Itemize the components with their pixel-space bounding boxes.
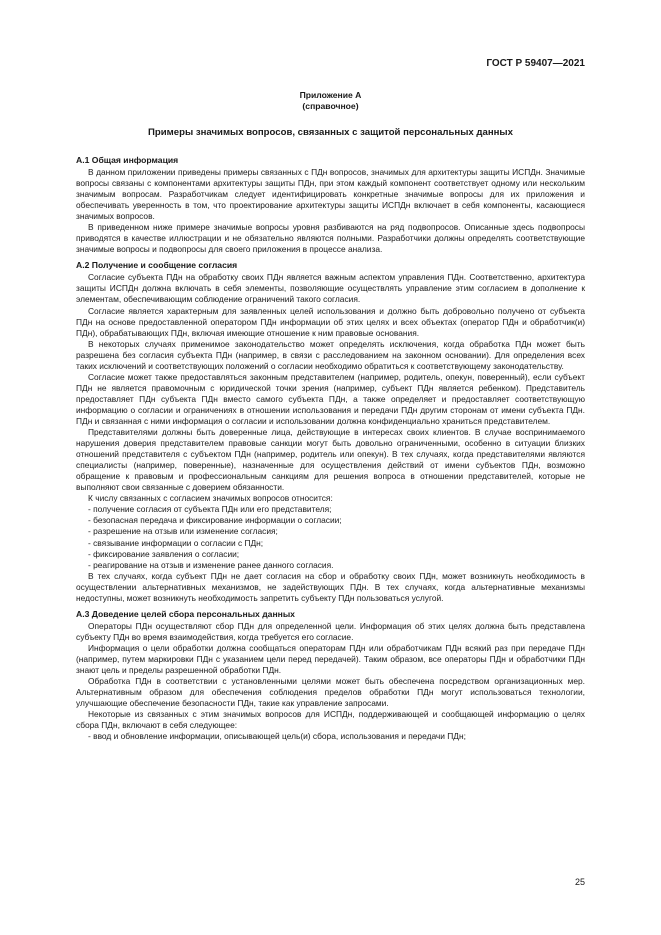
page-number: 25	[574, 877, 585, 887]
section	[76, 155, 585, 255]
standard-number: ГОСТ Р 59407—2021	[486, 58, 585, 69]
list-item: - реагирование на отзыв и изменение ранее данного согласия.	[88, 559, 334, 570]
bullet-list	[76, 731, 585, 742]
list-item: - связывание информации о согласии с ПДн;	[88, 537, 264, 548]
section-heading: А.1 Общая информация	[76, 155, 179, 165]
paragraph: Представителями должны быть доверенные лица, действующие в интересах своих клиентов. В случае воспринимаемого нарушения доверия представителем правовые санкции могут быть довольно ограниченными, особенно в ситуации близких отношений представителя с субъектом ПДн (например, родитель или опекун). В тех случаях, когда представителями являются специалисты (например, поверенные), назначенные для осуществления действий от имени субъектов ПДн, возможно обращение к правовым и профессиональным санкциям для решения вопроса в отношении представителей, которые не выполняют свои связанные с доверием обязанности.	[76, 427, 585, 493]
paragraph: В приведенном ниже примере значимые вопросы уровня разбиваются на ряд подвопросов. Описанные здесь подвопросы приводятся в качестве иллюстрации и не обязательно являются полными. Разработчики должны определять соответствующие значимые вопросы и подвопросы для своего приложения в процессе анализа.	[76, 222, 585, 255]
list-item: - безопасная передача и фиксирование информации о согласии;	[88, 515, 342, 526]
paragraph: Некоторые из связанных с этим значимых вопросов для ИСПДн, поддерживающей и сообщающей информацию о целях сбора ПДн, включают в себя следующее:	[76, 709, 585, 731]
appendix-title: Приложение А	[299, 90, 362, 100]
paragraph: Согласие субъекта ПДн на обработку своих ПДн является важным аспектом управления ПДн. Соответственно, архитектура защиты ИСПДн должна включать в себя элементы, позволяющие осуществлять управление этим согласием в дополнение к элементам, обеспечивающим соблюдение ограничений такого согласия.	[76, 272, 585, 305]
paragraph: Информация о цели обработки должна сообщаться операторам ПДн или обработчикам ПДн всякий раз при передаче ПДн (например, путем маркировки ПДн с указанием цели перед передачей). Таким образом, все операторы ПДн и обработчики ПДн знают цель и пределы разрешенной обработки ПДн.	[76, 642, 585, 675]
section-heading: А.2 Получение и сообщение согласия	[76, 260, 238, 271]
list-item: - фиксирование заявления о согласии;	[88, 548, 240, 559]
document-title: Примеры значимых вопросов, связанных с защитой персональных данных	[148, 127, 513, 138]
paragraph: Обработка ПДн в соответствии с установленными целями может быть обеспечена посредством организационных мер. Альтернативным образом для обеспечения соблюдения пределов обработки ПДн могут использоваться технологии, улучшающие обеспечение безопасности ПДн, такие как управление запросами.	[76, 676, 585, 709]
paragraph: В тех случаях, когда субъект ПДн не дает согласия на сбор и обработку своих ПДн, может возникнуть необходимость в осуществлении альтернативных механизмов, не задействующих ПДн. В тех случаях, когда альтернативные механизмы недоступны, может возникнуть необходимость запретить субъекту ПДн пользоваться услугой.	[76, 570, 585, 603]
list-item: - разрешение на отзыв или изменение согласия;	[88, 526, 278, 537]
paragraph: К числу связанных с согласием значимых вопросов относится:	[88, 493, 333, 504]
section-heading: А.3 Доведение целей сбора персональных данных	[76, 608, 295, 619]
section	[76, 609, 585, 743]
paragraph: В данном приложении приведены примеры связанных с ПДн вопросов, значимых для архитектуры защиты ИСПДн. Значимые вопросы связаны с компонентами архитектуры защиты ПДн, при этом каждый компонент соответствует одному или нескольким значимым вопросам. Разработчикам следует идентифицировать конкретные значимые вопросы для их приложения и обеспечивать уверенность в том, что проектирование архитектуры защиты ИСПДн включает в себя компоненты, касающиеся значимых вопросов.	[76, 167, 585, 222]
appendix-subtitle: (справочное)	[302, 101, 359, 111]
list-item: - получение согласия от субъекта ПДн или его представителя;	[88, 504, 332, 515]
section	[76, 260, 585, 603]
list-item: - ввод и обновление информации, описывающей цель(и) сбора, использования и передачи ПДн;	[88, 731, 466, 742]
bullet-list	[76, 504, 585, 570]
paragraph: В некоторых случаях применимое законодательство может определять исключения, когда обработка ПДн может быть разрешена без согласия субъекта ПДн (например, в связи с расследованием на законном основании). Для определения всех таких исключений и соответствующих положений о согласии необходимо обратиться к соответствующему законодательству.	[76, 338, 585, 371]
paragraph: Согласие является характерным для заявленных целей использования и должно быть добровольно получено от субъекта ПДн на основе предоставленной оператором ПДн информации об этих целях и всех объектах (оператор ПДн и обработчик(и) ПДн), обрабатывающих ПДн, включая имеющие отношение к ним правовые основания.	[76, 305, 585, 338]
document-body	[76, 155, 585, 742]
paragraph: Согласие может также предоставляться законным представителем (например, родитель, опекун, поверенный), если субъект ПДн не является правомочным с юридической точки зрения (например, субъект ПДн является ребенком). Представитель предоставляет ПДн субъекта ПДн вместо самого субъекта ПДн, а также определяет и предоставляет соответствующую информацию о согласии и ограничениях в отношении использования и передачи ПДн другим сторонам от имени субъекта ПДн. ПДн и связанная с ними информация о согласии и использовании должна конфиденциально храниться представителем.	[76, 371, 585, 426]
paragraph: Операторы ПДн осуществляют сбор ПДн для определенной цели. Информация об этих целях должна быть представлена субъекту ПДн во время взаимодействия, когда требуется его согласие.	[76, 620, 585, 642]
